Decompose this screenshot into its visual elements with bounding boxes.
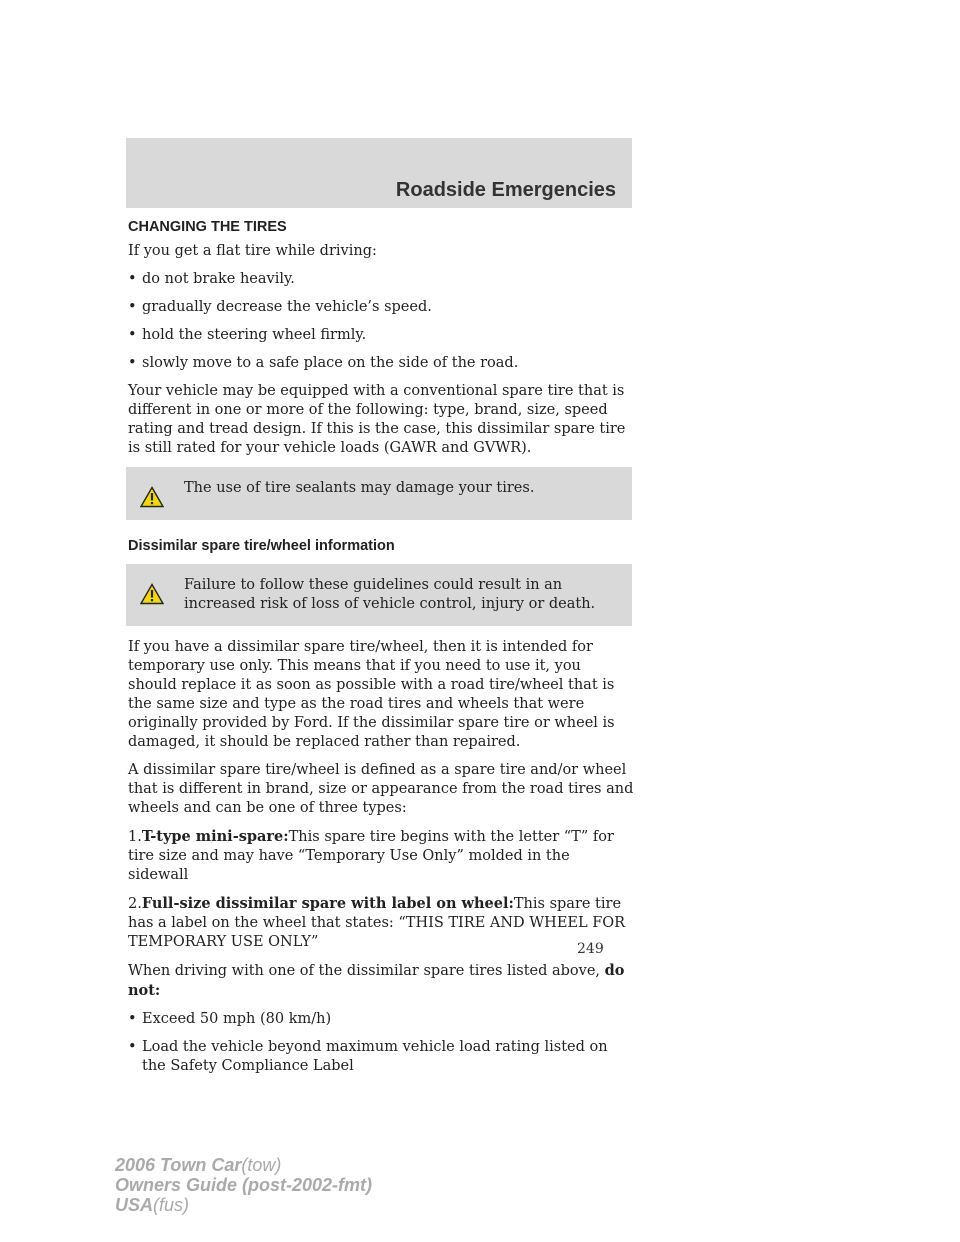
warning-icon	[140, 486, 164, 508]
list-item: • gradually decrease the vehicle’s speed.	[128, 299, 432, 315]
warning-text: Failure to follow these guidelines could result in an increased risk of loss of vehicle control, injury or death.	[184, 577, 596, 612]
warning-box-sealants	[126, 467, 632, 520]
list-item: • hold the steering wheel firmly.	[128, 327, 367, 343]
page-content	[128, 219, 634, 1085]
numbered-item-1: 1.T-type mini-spare:This spare tire begins with the letter “T” for tire size and may have “Temporary Use Only” molded in the sidewall	[128, 828, 614, 883]
page-number: 249	[577, 941, 604, 957]
spare-tire-paragraph: Your vehicle may be equipped with a conventional spare tire that is different in one or more of the following: type, brand, size, speed rating and tread design. If this is the case, this dissimilar spare tire is still rated for your vehicle loads (GAWR and GVWR).	[128, 383, 626, 456]
warning-icon	[140, 583, 164, 605]
temporary-use-paragraph: If you have a dissimilar spare tire/wheel, then it is intended for temporary use only. This means that if you need to use it, you should replace it as soon as possible with a road tire/wheel that is the same size and type as the road tires and wheels that were originally provided by Ford. If the dissimilar spare tire or wheel is damaged, it should be replaced rather than repaired.	[128, 639, 615, 750]
warning-text: The use of tire sealants may damage your tires.	[184, 480, 535, 496]
intro-text: If you get a flat tire while driving:	[128, 243, 377, 259]
list-item: • Exceed 50 mph (80 km/h)	[128, 1011, 332, 1027]
list-item: • slowly move to a safe place on the side of the road.	[128, 355, 519, 371]
footer: 2006 Town Car(tow) Owners Guide (post-2002-fmt) USA(fus)	[115, 1155, 373, 1215]
section-title: Roadside Emergencies	[395, 179, 616, 201]
definition-paragraph: A dissimilar spare tire/wheel is defined as a spare tire and/or wheel that is different in brand, size or appearance from the road tires and wheels and can be one of three types:	[128, 762, 634, 816]
section-header	[126, 138, 632, 208]
section-heading: CHANGING THE TIRES	[128, 219, 287, 235]
subsection-heading: Dissimilar spare tire/wheel information	[128, 538, 395, 554]
warning-box-guidelines	[126, 564, 632, 626]
list-item: • Load the vehicle beyond maximum vehicle load rating listed on the Safety Compliance Label	[128, 1039, 608, 1074]
do-not-list	[128, 1010, 634, 1076]
flat-tire-list	[128, 270, 634, 373]
numbered-item-2: 2.Full-size dissimilar spare with label on wheel:This spare tire has a label on the wheel that states: “THIS TIRE AND WHEEL FOR TEMPORARY USE ONLY”	[128, 895, 626, 950]
list-item: • do not brake heavily.	[128, 271, 295, 287]
do-not-paragraph: When driving with one of the dissimilar spare tires listed above, do not:	[128, 962, 625, 999]
